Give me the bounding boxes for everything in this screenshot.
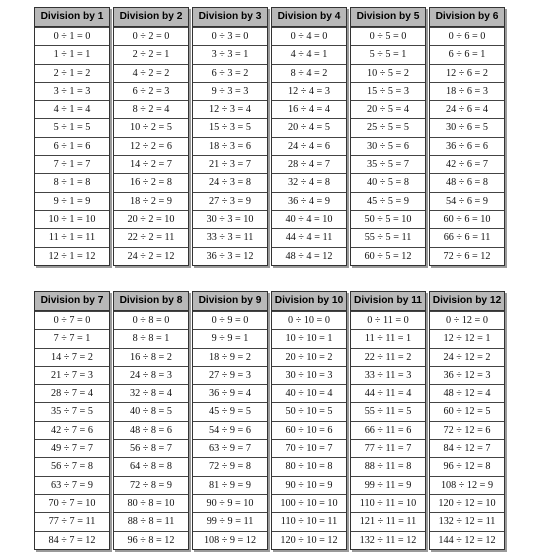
table-row: 40 ÷ 10 = 4 [272, 384, 346, 402]
table-row: 16 ÷ 2 = 8 [114, 173, 188, 191]
table-row: 77 ÷ 11 = 7 [351, 439, 425, 457]
table-row: 50 ÷ 10 = 5 [272, 402, 346, 420]
table-row: 0 ÷ 12 = 0 [430, 311, 504, 329]
table-row: 10 ÷ 5 = 2 [351, 64, 425, 82]
table-title: Division by 8 [114, 292, 188, 311]
table-row: 40 ÷ 4 = 10 [272, 210, 346, 228]
table-row: 56 ÷ 7 = 8 [35, 457, 109, 475]
table-row: 9 ÷ 1 = 9 [35, 192, 109, 210]
table-row: 84 ÷ 12 = 7 [430, 439, 504, 457]
table-row: 36 ÷ 3 = 12 [193, 247, 267, 265]
table-row: 36 ÷ 9 = 4 [193, 384, 267, 402]
table-row: 80 ÷ 8 = 10 [114, 494, 188, 512]
table-row: 48 ÷ 6 = 8 [430, 173, 504, 191]
table-row: 96 ÷ 12 = 8 [430, 457, 504, 475]
table-row: 32 ÷ 4 = 8 [272, 173, 346, 191]
division-table [429, 291, 505, 550]
table-row: 72 ÷ 8 = 9 [114, 476, 188, 494]
table-row: 14 ÷ 2 = 7 [114, 155, 188, 173]
table-row: 110 ÷ 10 = 11 [272, 512, 346, 530]
table-row: 120 ÷ 12 = 10 [430, 494, 504, 512]
table-title: Division by 10 [272, 292, 346, 311]
table-row: 8 ÷ 4 = 2 [272, 64, 346, 82]
table-row: 80 ÷ 10 = 8 [272, 457, 346, 475]
table-title: Division by 3 [193, 8, 267, 27]
division-table [271, 291, 347, 550]
table-row: 64 ÷ 8 = 8 [114, 457, 188, 475]
table-row: 1 ÷ 1 = 1 [35, 45, 109, 63]
table-row: 63 ÷ 9 = 7 [193, 439, 267, 457]
table-row: 60 ÷ 6 = 10 [430, 210, 504, 228]
table-row: 99 ÷ 9 = 11 [193, 512, 267, 530]
table-row: 121 ÷ 11 = 11 [351, 512, 425, 530]
table-row: 0 ÷ 9 = 0 [193, 311, 267, 329]
table-row: 22 ÷ 2 = 11 [114, 228, 188, 246]
table-row: 21 ÷ 3 = 7 [193, 155, 267, 173]
table-row: 10 ÷ 1 = 10 [35, 210, 109, 228]
table-row: 9 ÷ 9 = 1 [193, 329, 267, 347]
table-row: 60 ÷ 10 = 6 [272, 421, 346, 439]
table-row: 12 ÷ 1 = 12 [35, 247, 109, 265]
table-row: 56 ÷ 8 = 7 [114, 439, 188, 457]
table-row: 72 ÷ 6 = 12 [430, 247, 504, 265]
table-row: 24 ÷ 3 = 8 [193, 173, 267, 191]
table-row: 70 ÷ 7 = 10 [35, 494, 109, 512]
table-row: 30 ÷ 5 = 6 [351, 137, 425, 155]
table-row: 25 ÷ 5 = 5 [351, 118, 425, 136]
table-row: 70 ÷ 10 = 7 [272, 439, 346, 457]
table-row: 40 ÷ 5 = 8 [351, 173, 425, 191]
table-row: 45 ÷ 5 = 9 [351, 192, 425, 210]
table-row: 3 ÷ 1 = 3 [35, 82, 109, 100]
table-row: 20 ÷ 5 = 4 [351, 100, 425, 118]
table-row: 24 ÷ 6 = 4 [430, 100, 504, 118]
table-row: 8 ÷ 2 = 4 [114, 100, 188, 118]
table-row: 84 ÷ 7 = 12 [35, 531, 109, 549]
table-row: 55 ÷ 11 = 5 [351, 402, 425, 420]
table-row: 132 ÷ 11 = 12 [351, 531, 425, 549]
table-row: 15 ÷ 3 = 5 [193, 118, 267, 136]
table-row: 6 ÷ 6 = 1 [430, 45, 504, 63]
table-row: 60 ÷ 12 = 5 [430, 402, 504, 420]
table-row: 72 ÷ 12 = 6 [430, 421, 504, 439]
table-title: Division by 11 [351, 292, 425, 311]
table-row: 28 ÷ 7 = 4 [35, 384, 109, 402]
table-row: 6 ÷ 3 = 2 [193, 64, 267, 82]
table-row: 60 ÷ 5 = 12 [351, 247, 425, 265]
table-row: 30 ÷ 6 = 5 [430, 118, 504, 136]
table-row: 35 ÷ 5 = 7 [351, 155, 425, 173]
table-row: 44 ÷ 11 = 4 [351, 384, 425, 402]
table-row: 48 ÷ 4 = 12 [272, 247, 346, 265]
table-title: Division by 5 [351, 8, 425, 27]
table-row: 18 ÷ 3 = 6 [193, 137, 267, 155]
division-table [34, 7, 110, 266]
table-row: 50 ÷ 5 = 10 [351, 210, 425, 228]
division-table [350, 7, 426, 266]
table-title: Division by 4 [272, 8, 346, 27]
table-row: 0 ÷ 10 = 0 [272, 311, 346, 329]
table-row: 11 ÷ 11 = 1 [351, 329, 425, 347]
table-title: Division by 2 [114, 8, 188, 27]
table-row: 96 ÷ 8 = 12 [114, 531, 188, 549]
table-row: 108 ÷ 9 = 12 [193, 531, 267, 549]
table-row: 18 ÷ 9 = 2 [193, 348, 267, 366]
table-row: 33 ÷ 3 = 11 [193, 228, 267, 246]
table-row: 12 ÷ 12 = 1 [430, 329, 504, 347]
table-row: 36 ÷ 4 = 9 [272, 192, 346, 210]
table-row: 63 ÷ 7 = 9 [35, 476, 109, 494]
table-row: 27 ÷ 3 = 9 [193, 192, 267, 210]
table-row: 0 ÷ 4 = 0 [272, 27, 346, 45]
table-title: Division by 7 [35, 292, 109, 311]
table-row: 8 ÷ 1 = 8 [35, 173, 109, 191]
table-row: 24 ÷ 8 = 3 [114, 366, 188, 384]
table-row: 36 ÷ 6 = 6 [430, 137, 504, 155]
division-table [113, 291, 189, 550]
table-row: 0 ÷ 3 = 0 [193, 27, 267, 45]
table-row: 10 ÷ 2 = 5 [114, 118, 188, 136]
table-row: 35 ÷ 7 = 5 [35, 402, 109, 420]
table-row: 110 ÷ 11 = 10 [351, 494, 425, 512]
table-row: 7 ÷ 1 = 7 [35, 155, 109, 173]
division-table [192, 291, 268, 550]
table-row: 32 ÷ 8 = 4 [114, 384, 188, 402]
table-row: 28 ÷ 4 = 7 [272, 155, 346, 173]
table-row: 0 ÷ 6 = 0 [430, 27, 504, 45]
table-row: 66 ÷ 6 = 11 [430, 228, 504, 246]
table-row: 40 ÷ 8 = 5 [114, 402, 188, 420]
table-row: 55 ÷ 5 = 11 [351, 228, 425, 246]
table-row: 6 ÷ 2 = 3 [114, 82, 188, 100]
table-row: 4 ÷ 4 = 1 [272, 45, 346, 63]
table-row: 10 ÷ 10 = 1 [272, 329, 346, 347]
table-title: Division by 1 [35, 8, 109, 27]
table-row: 15 ÷ 5 = 3 [351, 82, 425, 100]
table-row: 2 ÷ 2 = 1 [114, 45, 188, 63]
table-row: 0 ÷ 1 = 0 [35, 27, 109, 45]
table-row: 6 ÷ 1 = 6 [35, 137, 109, 155]
table-row: 45 ÷ 9 = 5 [193, 402, 267, 420]
table-row: 14 ÷ 7 = 2 [35, 348, 109, 366]
table-row: 7 ÷ 7 = 1 [35, 329, 109, 347]
table-row: 12 ÷ 3 = 4 [193, 100, 267, 118]
table-row: 20 ÷ 10 = 2 [272, 348, 346, 366]
table-row: 88 ÷ 8 = 11 [114, 512, 188, 530]
table-row: 36 ÷ 12 = 3 [430, 366, 504, 384]
table-row: 20 ÷ 4 = 5 [272, 118, 346, 136]
table-row: 22 ÷ 11 = 2 [351, 348, 425, 366]
table-title: Division by 12 [430, 292, 504, 311]
division-table [113, 7, 189, 266]
table-row: 88 ÷ 11 = 8 [351, 457, 425, 475]
table-row: 12 ÷ 6 = 2 [430, 64, 504, 82]
table-row: 0 ÷ 11 = 0 [351, 311, 425, 329]
table-row: 90 ÷ 10 = 9 [272, 476, 346, 494]
table-row: 20 ÷ 2 = 10 [114, 210, 188, 228]
table-row: 77 ÷ 7 = 11 [35, 512, 109, 530]
table-row: 120 ÷ 10 = 12 [272, 531, 346, 549]
table-row: 48 ÷ 8 = 6 [114, 421, 188, 439]
table-row: 30 ÷ 3 = 10 [193, 210, 267, 228]
table-row: 108 ÷ 12 = 9 [430, 476, 504, 494]
table-row: 16 ÷ 8 = 2 [114, 348, 188, 366]
table-row: 3 ÷ 3 = 1 [193, 45, 267, 63]
table-row: 81 ÷ 9 = 9 [193, 476, 267, 494]
table-row: 54 ÷ 9 = 6 [193, 421, 267, 439]
division-table [192, 7, 268, 266]
table-row: 27 ÷ 9 = 3 [193, 366, 267, 384]
table-row: 99 ÷ 11 = 9 [351, 476, 425, 494]
table-row: 54 ÷ 6 = 9 [430, 192, 504, 210]
table-row: 0 ÷ 7 = 0 [35, 311, 109, 329]
table-row: 132 ÷ 12 = 11 [430, 512, 504, 530]
table-row: 49 ÷ 7 = 7 [35, 439, 109, 457]
table-row: 144 ÷ 12 = 12 [430, 531, 504, 549]
table-row: 0 ÷ 2 = 0 [114, 27, 188, 45]
table-row: 16 ÷ 4 = 4 [272, 100, 346, 118]
table-row: 90 ÷ 9 = 10 [193, 494, 267, 512]
table-row: 66 ÷ 11 = 6 [351, 421, 425, 439]
table-row: 2 ÷ 1 = 2 [35, 64, 109, 82]
table-row: 24 ÷ 2 = 12 [114, 247, 188, 265]
table-row: 42 ÷ 6 = 7 [430, 155, 504, 173]
table-row: 100 ÷ 10 = 10 [272, 494, 346, 512]
table-row: 9 ÷ 3 = 3 [193, 82, 267, 100]
table-row: 12 ÷ 2 = 6 [114, 137, 188, 155]
table-row: 42 ÷ 7 = 6 [35, 421, 109, 439]
table-row: 48 ÷ 12 = 4 [430, 384, 504, 402]
table-row: 18 ÷ 2 = 9 [114, 192, 188, 210]
division-table [429, 7, 505, 266]
table-row: 72 ÷ 9 = 8 [193, 457, 267, 475]
table-title: Division by 9 [193, 292, 267, 311]
table-row: 18 ÷ 6 = 3 [430, 82, 504, 100]
table-row: 24 ÷ 4 = 6 [272, 137, 346, 155]
table-row: 33 ÷ 11 = 3 [351, 366, 425, 384]
table-title: Division by 6 [430, 8, 504, 27]
division-table [271, 7, 347, 266]
table-row: 4 ÷ 2 = 2 [114, 64, 188, 82]
division-table [34, 291, 110, 550]
table-row: 24 ÷ 12 = 2 [430, 348, 504, 366]
table-row: 12 ÷ 4 = 3 [272, 82, 346, 100]
table-row: 8 ÷ 8 = 1 [114, 329, 188, 347]
table-row: 4 ÷ 1 = 4 [35, 100, 109, 118]
table-row: 5 ÷ 5 = 1 [351, 45, 425, 63]
division-table [350, 291, 426, 550]
table-row: 21 ÷ 7 = 3 [35, 366, 109, 384]
table-row: 11 ÷ 1 = 11 [35, 228, 109, 246]
table-row: 0 ÷ 8 = 0 [114, 311, 188, 329]
table-row: 44 ÷ 4 = 11 [272, 228, 346, 246]
table-row: 30 ÷ 10 = 3 [272, 366, 346, 384]
table-row: 0 ÷ 5 = 0 [351, 27, 425, 45]
table-row: 5 ÷ 1 = 5 [35, 118, 109, 136]
